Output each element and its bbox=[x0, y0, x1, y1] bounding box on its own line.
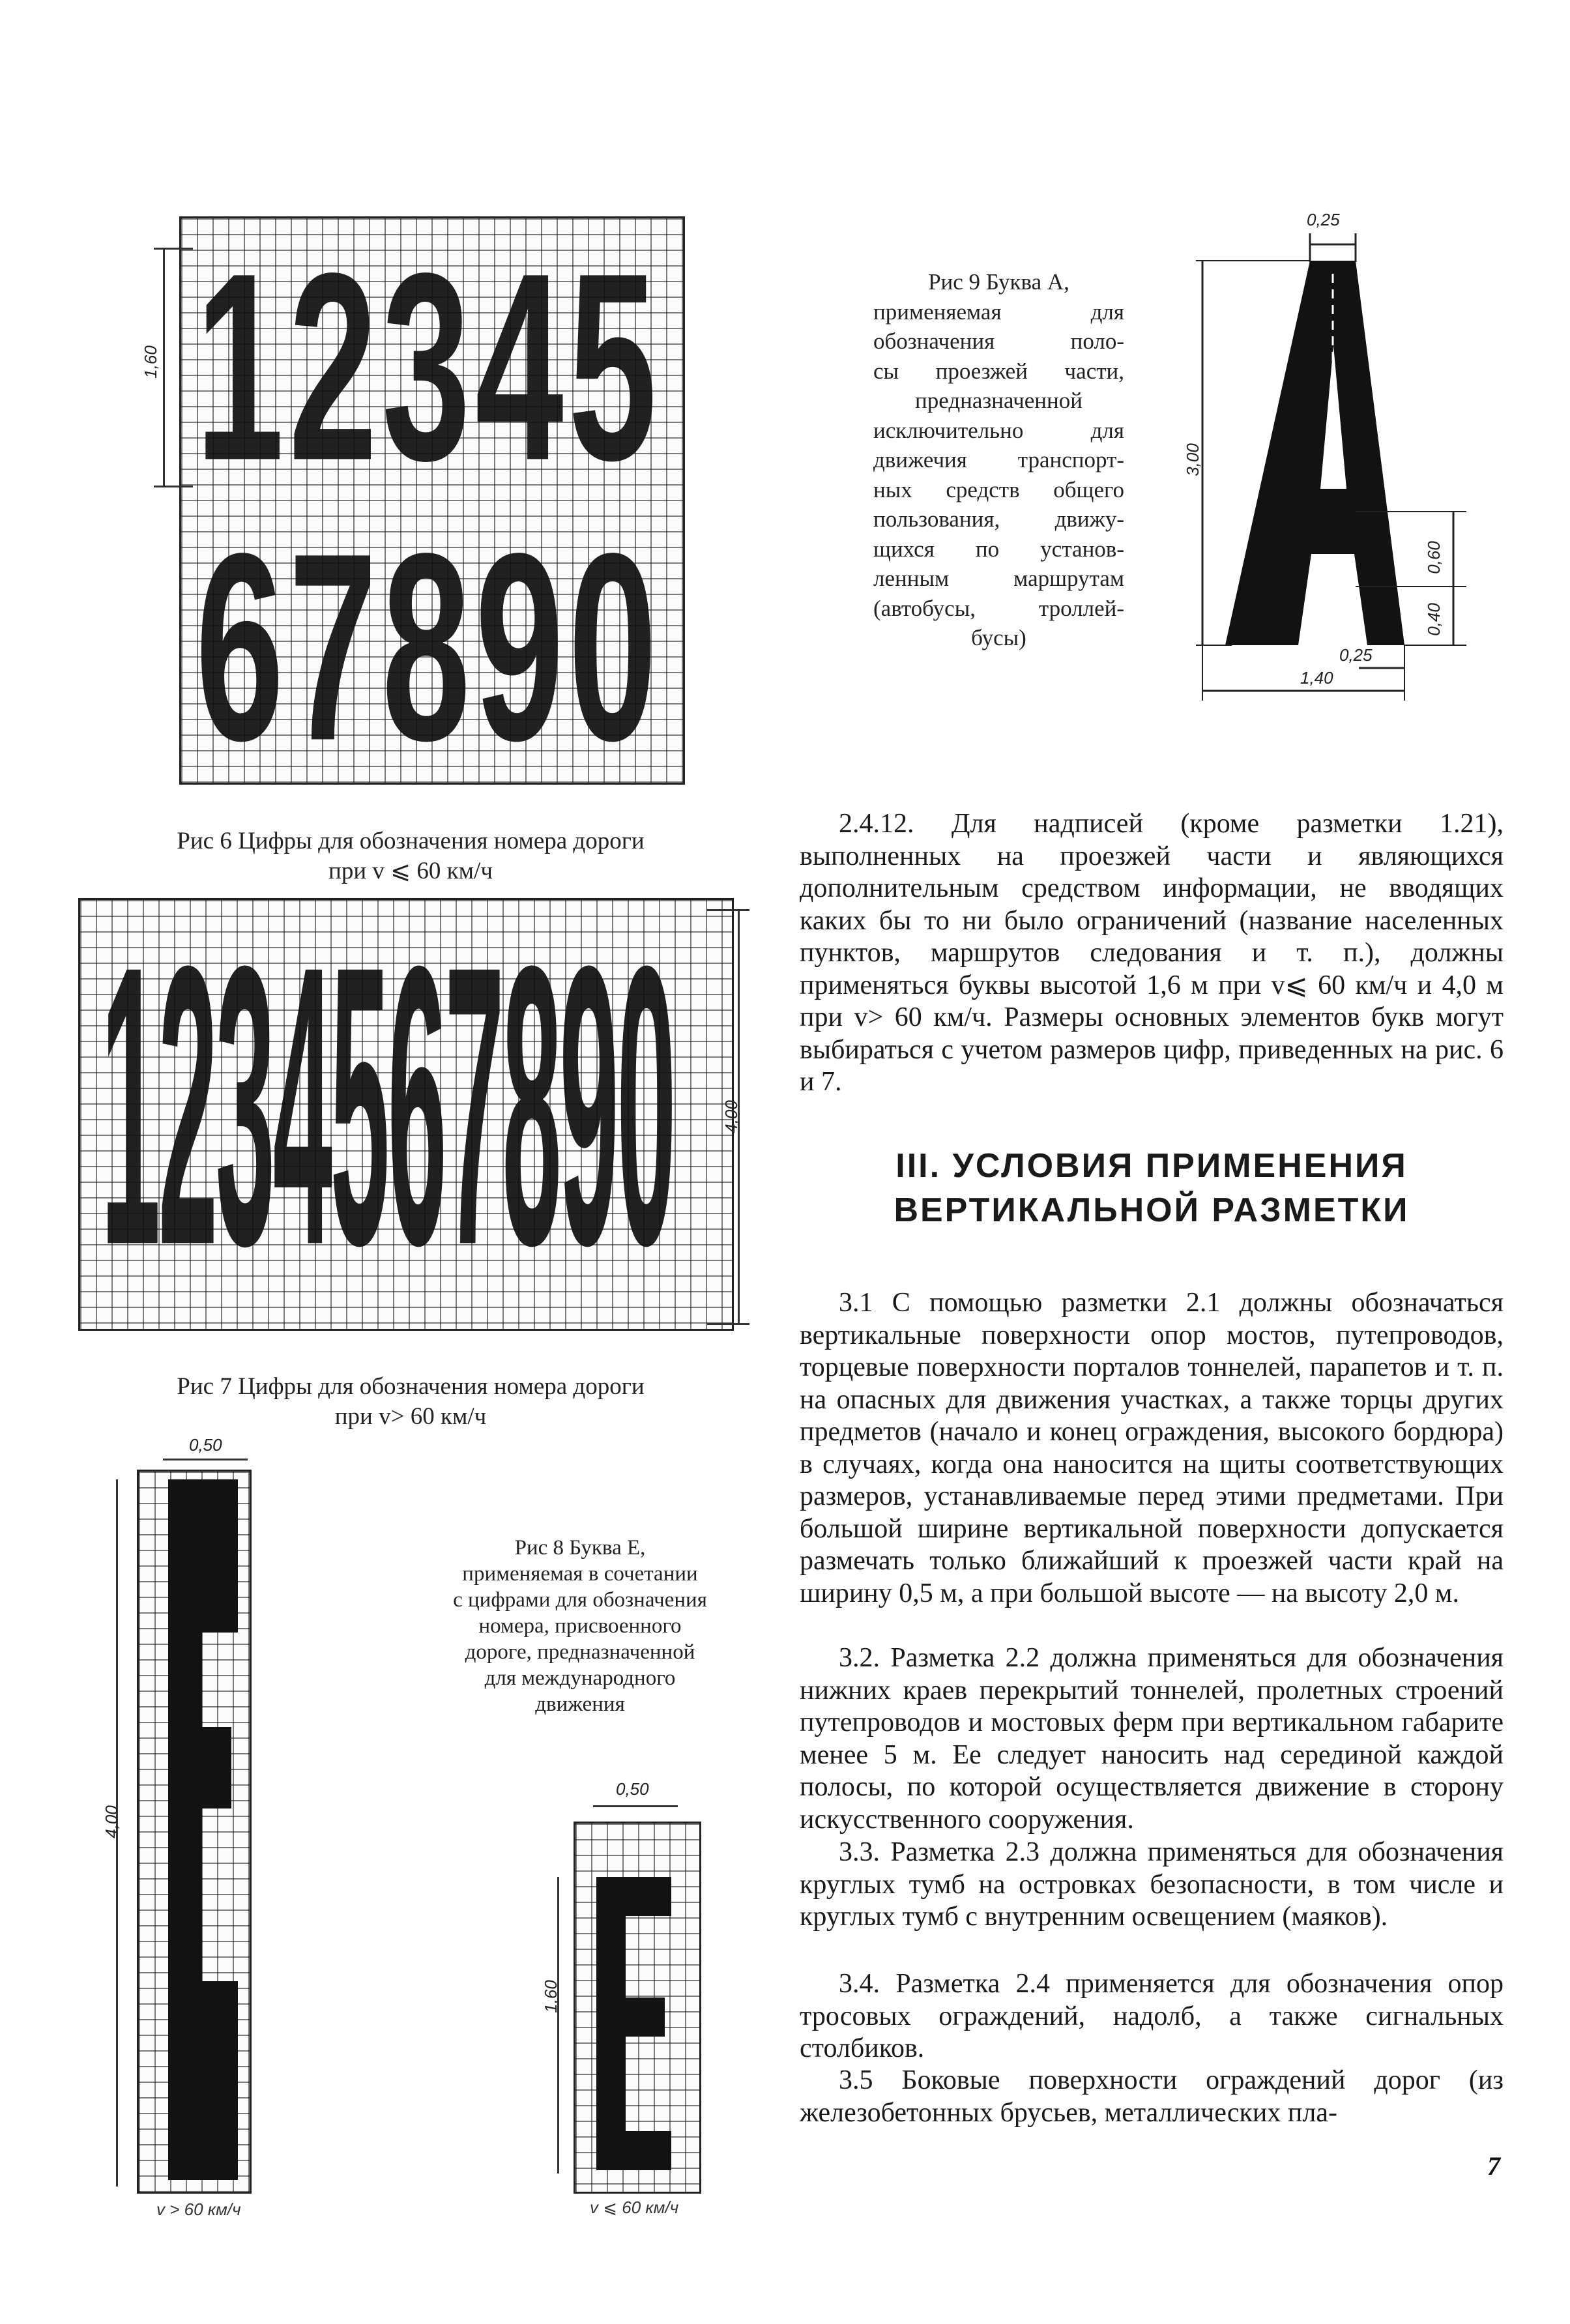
fig9-dim-top: 0,25 bbox=[1307, 210, 1340, 229]
fig8-caption-line: дороге, предназначенной bbox=[465, 1640, 695, 1664]
paragraph-3-4 bbox=[800, 1968, 1504, 2065]
fig8-caption-line: для международного bbox=[484, 1666, 676, 1690]
fig8-caption bbox=[411, 1535, 749, 1717]
fig8-caption-line: номера, присвоенного bbox=[478, 1614, 682, 1638]
fig6-caption bbox=[124, 826, 697, 886]
fig7-digits: 1234567890 bbox=[101, 885, 675, 1329]
fig6-height-dimension-line bbox=[163, 248, 165, 486]
fig7-caption-line1: Рис 7 Цифры для обозначения номера дороги bbox=[177, 1373, 645, 1400]
section-heading bbox=[800, 1144, 1504, 1232]
fig8-large-height-label: 4,00 bbox=[101, 1805, 121, 1838]
fig9-dim-foot: 0,25 bbox=[1339, 645, 1373, 665]
fig8-large-top-dimension-label: 0,50 bbox=[189, 1435, 222, 1455]
section-heading-line2: ВЕРТИКАЛЬНОЙ РАЗМЕТКИ bbox=[894, 1191, 1410, 1229]
fig9-letter-a-drawing bbox=[1193, 215, 1492, 710]
paragraph-3-2-text: 3.2. Разметка 2.2 должна применяться для обозначения нижних краев перекрытий тоннелей, пролетных строений путепроводов и мостовых ферм при вертикальном габарите менее 5 м. Ее следует наносить над серединой каждой полосы, по которой осуществляется движение в сторону искусственного сооружения. bbox=[800, 1643, 1504, 1835]
paragraph-3-3-text: 3.3. Разметка 2.3 должна применяться для обозначения круглых тумб на островках безопасности, в том числе и круглых тумб с внутренним освещением (маяков). bbox=[800, 1837, 1504, 1932]
paragraph-3-5-text: 3.5 Боковые поверхности ограждений дорог (из железобетонных брусьев, металлических пла- bbox=[800, 2065, 1504, 2128]
fig8-caption-line: движения bbox=[535, 1692, 625, 1716]
fig8-small-height-label: 1,60 bbox=[540, 1980, 560, 2013]
fig8-large-top-dimension-line bbox=[163, 1459, 248, 1460]
fig6-dimension-tick-top bbox=[154, 248, 193, 250]
fig9-caption-line: сы проезжей части, bbox=[873, 358, 1124, 384]
fig9-caption-line: предназначенной bbox=[915, 388, 1083, 413]
fig8-small-top-dimension-line bbox=[593, 1805, 678, 1807]
fig6-digits-row1: 12345 bbox=[196, 218, 662, 517]
paragraph-2-4-12 bbox=[800, 808, 1504, 1099]
page-number: 7 bbox=[1487, 2151, 1500, 2181]
section-heading-line1: III. УСЛОВИЯ ПРИМЕНЕНИЯ bbox=[895, 1147, 1408, 1185]
fig9-caption-line: (автобусы, троллей- bbox=[873, 595, 1124, 621]
fig7-caption bbox=[124, 1372, 697, 1432]
fig8-large-note: v > 60 км/ч bbox=[156, 2200, 241, 2219]
fig9-dim-width: 1,40 bbox=[1300, 668, 1333, 688]
fig6-dimension-label: 1,60 bbox=[140, 345, 160, 379]
paragraph-3-4-text: 3.4. Разметка 2.4 применяется для обозначения опор тросовых ограждений, надолб, а также сигнальных столбиков. bbox=[800, 1969, 1504, 2063]
fig8-small-height-dimension-line bbox=[557, 1877, 559, 2173]
fig8-small-letter-e-shape bbox=[596, 1877, 671, 2170]
fig7-dimension-label: 4,00 bbox=[721, 1100, 741, 1133]
paragraph-3-2 bbox=[800, 1642, 1504, 1836]
fig9-caption-line: ных средств общего bbox=[873, 476, 1124, 502]
paragraph-3-3 bbox=[800, 1837, 1504, 1934]
fig8-small-note: v ⩽ 60 км/ч bbox=[590, 2198, 679, 2217]
fig9-caption-line: движечия транспорт- bbox=[873, 447, 1124, 472]
fig7-dimension-tick-bottom bbox=[707, 1323, 749, 1325]
fig9-dim-bottom: 0,40 bbox=[1423, 603, 1444, 636]
fig6-digits-row2: 67890 bbox=[196, 499, 662, 797]
fig8-small-top-dimension-label: 0,50 bbox=[616, 1779, 649, 1799]
fig9-caption-line: Рис 9 Буква А, bbox=[928, 269, 1069, 295]
fig9-caption-line: исключительно для bbox=[873, 417, 1124, 443]
paragraph-3-5 bbox=[800, 2065, 1504, 2129]
fig9-dim-crossbar: 0,60 bbox=[1423, 541, 1444, 574]
fig6-caption-line1: Рис 6 Цифры для обозначения номера дороги bbox=[177, 828, 645, 854]
fig9-caption-line: пользования, движу- bbox=[873, 506, 1124, 532]
fig8-large-letter-e-shape bbox=[168, 1479, 238, 2180]
fig8-large-letter-e bbox=[163, 1479, 248, 2183]
fig8-caption-line: Рис 8 Буква Е, bbox=[514, 1536, 646, 1560]
fig9-dim-height: 3,00 bbox=[1182, 443, 1202, 476]
fig9-caption-line: ленным маршрутам bbox=[873, 566, 1124, 591]
fig9-caption-line: бусы) bbox=[971, 625, 1026, 650]
fig9-caption bbox=[873, 267, 1124, 653]
fig7-caption-line2: при v> 60 км/ч bbox=[334, 1403, 487, 1430]
fig9-caption-line: обозначения поло- bbox=[873, 328, 1124, 354]
paragraph-2-4-12-text: 2.4.12. Для надписей (кроме разметки 1.21), выполненных на проезжей части и являющихся дополнительным средством информации, не вводящих каких бы то ни было ограничений (название населенных пунктов, маршрутов следования и т. п.), должны применяться буквы высотой 1,6 м при v⩽ 60 км/ч и 4,0 м при v> 60 км/ч. Размеры основных элементов букв могут выбираться с учетом размеров цифр, приведенных на рис. 6 и 7. bbox=[800, 809, 1504, 1097]
fig7-dimension-tick-top bbox=[707, 909, 749, 911]
fig8-caption-line: применяемая в сочетании bbox=[462, 1562, 698, 1586]
fig9-caption-line: щихся по установ- bbox=[873, 536, 1124, 562]
fig8-caption-line: с цифрами для обозначения bbox=[453, 1588, 707, 1612]
fig9-caption-line: применяемая для bbox=[873, 298, 1124, 325]
fig6-dimension-tick-bottom bbox=[154, 486, 193, 487]
fig9-letter-a-shape bbox=[1225, 261, 1404, 645]
paragraph-3-1-text: 3.1 С помощью разметки 2.1 должны обозначаться вертикальные поверхности опор мостов, путепроводов, торцевые поверхности порталов тоннелей, парапетов и т. п. на опасных для движения участках, а также торцы других предметов (начало и конец ограждения, высокого бордюра) в случаях, когда она наносится на щиты соответствующих размеров, устанавливаемые перед этими предметами. При большой ширине вертикальной поверхности допускается размечать только ближайший к проезжей части край на ширину 0,5 м, а при большой высоте — на высоту 2,0 м. bbox=[800, 1288, 1504, 1608]
fig6-caption-line2: при v ⩽ 60 км/ч bbox=[328, 858, 493, 884]
fig8-small-letter-e bbox=[590, 1877, 681, 2183]
paragraph-3-1 bbox=[800, 1287, 1504, 1610]
